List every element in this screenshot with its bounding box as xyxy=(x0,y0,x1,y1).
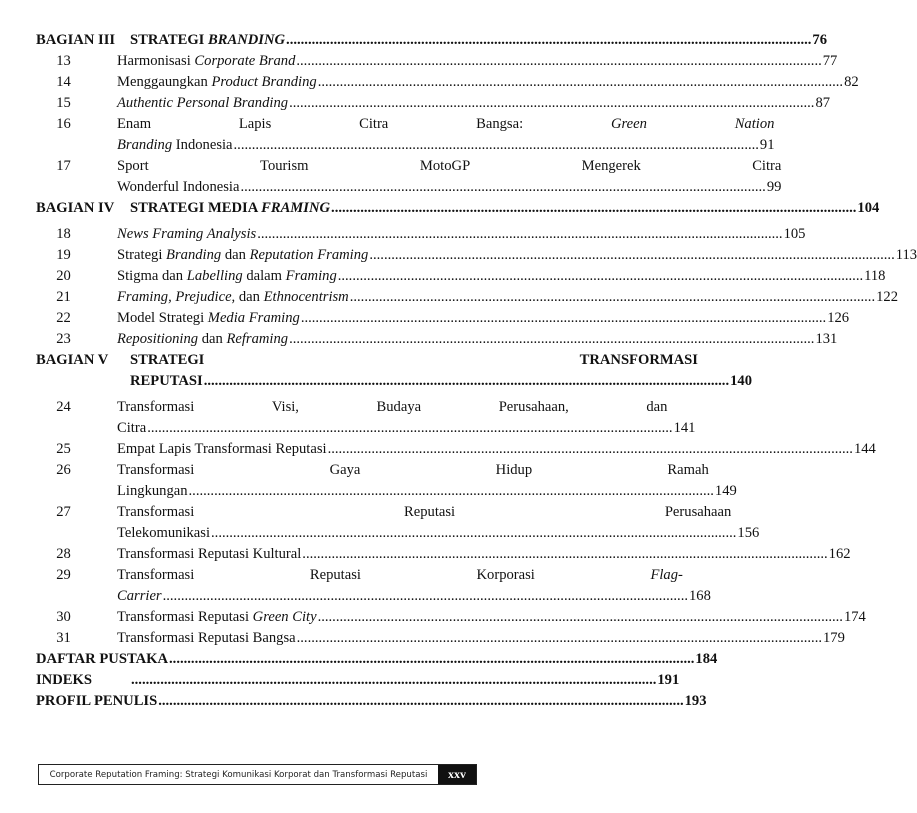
entry-word: Enam xyxy=(117,116,152,132)
entry-word: Ramah xyxy=(667,462,709,478)
leader-dots xyxy=(338,266,863,287)
part-label: BAGIAN V xyxy=(36,352,109,368)
entry-title-italic: Corporate Brand xyxy=(194,53,296,69)
leader-dots xyxy=(302,544,827,565)
entry-word-italic: Flag- xyxy=(650,567,683,583)
entry-title: dan xyxy=(198,331,227,347)
entry-word: Lapis xyxy=(238,116,272,132)
chapter-number: 23 xyxy=(56,331,71,347)
toc-entry-31[interactable] xyxy=(36,628,845,649)
page-number: 140 xyxy=(730,373,752,389)
page-number: 149 xyxy=(714,483,737,499)
part-label: INDEKS xyxy=(36,672,92,688)
entry-word: Bangsa: xyxy=(476,116,524,132)
toc-entry-25[interactable] xyxy=(36,439,876,460)
leader-dots xyxy=(297,628,822,649)
entry-word: Visi, xyxy=(271,399,299,415)
entry-title-italic: Carrier xyxy=(117,588,162,604)
entry-word: Reputasi xyxy=(404,504,456,520)
entry-title-italic: Framing, Prejudice, xyxy=(117,289,236,305)
entry-word: dan xyxy=(646,399,668,415)
chapter-number: 19 xyxy=(56,247,71,263)
leader-dots xyxy=(289,93,814,114)
toc-entry-15[interactable] xyxy=(36,93,831,114)
entry-title: Telekomunikasi xyxy=(117,525,211,541)
page-number: 141 xyxy=(673,420,696,436)
part-label: BAGIAN III xyxy=(36,32,116,48)
chapter-number: 26 xyxy=(56,462,71,478)
leader-dots xyxy=(318,72,843,93)
chapter-number: 25 xyxy=(56,441,71,457)
leader-dots xyxy=(289,329,814,350)
leader-dots xyxy=(301,308,826,329)
entry-word-italic: Green xyxy=(610,116,647,132)
chapter-number: 16 xyxy=(56,116,71,132)
entry-word: Transformasi xyxy=(117,399,195,415)
leader-dots xyxy=(296,51,821,72)
leader-dots xyxy=(350,287,875,308)
page-number: 179 xyxy=(823,630,845,646)
entry-word: Korporasi xyxy=(476,567,535,583)
entry-title: Lingkungan xyxy=(117,483,188,499)
entry-word: Citra xyxy=(359,116,389,132)
toc-entry-23[interactable] xyxy=(36,329,838,350)
part-title: PROFIL PENULIS xyxy=(36,693,158,709)
page-number: 105 xyxy=(783,226,806,242)
toc-profil-penulis[interactable] xyxy=(36,691,707,712)
entry-title-italic: Framing xyxy=(285,268,337,284)
toc-part-4[interactable] xyxy=(36,198,880,219)
leader-dots xyxy=(234,135,759,156)
leader-dots xyxy=(131,670,656,691)
chapter-number: 21 xyxy=(56,289,71,305)
toc-entry-18[interactable] xyxy=(36,224,806,245)
entry-word: Mengerek xyxy=(581,158,641,174)
toc-entry-17[interactable] xyxy=(36,156,782,198)
page-number: 104 xyxy=(857,200,880,216)
leader-dots xyxy=(211,523,736,544)
footer-book-title: Corporate Reputation Framing: Strategi Komunikasi Korporat dan Transformasi Reputasi xyxy=(49,769,428,780)
entry-title: Indonesia xyxy=(172,137,233,153)
page-number: 122 xyxy=(876,289,898,305)
page-number: 99 xyxy=(766,179,782,195)
leader-dots xyxy=(169,649,694,670)
page-number: 144 xyxy=(853,441,876,457)
table-of-contents xyxy=(36,30,917,712)
page-number: 76 xyxy=(812,32,828,48)
part-title-italic: FRAMING xyxy=(261,200,331,216)
page-number: 82 xyxy=(844,74,859,90)
entry-word-italic: Nation xyxy=(734,116,775,132)
entry-word: Hidup xyxy=(495,462,533,478)
chapter-number: 27 xyxy=(56,504,71,520)
toc-entry-28[interactable] xyxy=(36,544,851,565)
entry-word: Citra xyxy=(752,158,782,174)
entry-title: Empat Lapis Transformasi Reputasi xyxy=(117,441,327,457)
part-title: STRATEGI xyxy=(130,32,208,48)
entry-title: dalam xyxy=(242,268,286,284)
part-title: STRATEGI MEDIA xyxy=(130,200,262,216)
chapter-number: 17 xyxy=(56,158,71,174)
entry-title-italic: Reframing xyxy=(226,331,289,347)
entry-word: Perusahaan xyxy=(664,504,732,520)
toc-entry-20[interactable] xyxy=(36,266,886,287)
toc-entry-22[interactable] xyxy=(36,308,850,329)
part-title: REPUTASI xyxy=(130,373,203,389)
toc-part-5[interactable] xyxy=(36,350,752,392)
toc-indeks[interactable] xyxy=(36,670,680,691)
page-number: 113 xyxy=(895,247,917,263)
chapter-number: 15 xyxy=(56,95,71,111)
leader-dots xyxy=(369,245,894,266)
part-title: DAFTAR PUSTAKA xyxy=(36,651,169,667)
chapter-number: 22 xyxy=(56,310,71,326)
entry-title-italic: Reputation Framing xyxy=(249,247,369,263)
entry-title: dan xyxy=(235,289,264,305)
leader-dots xyxy=(147,418,672,439)
entry-title: Transformasi Reputasi xyxy=(117,609,253,625)
part-title-word: TRANSFORMASI xyxy=(579,352,698,368)
entry-word: MotoGP xyxy=(419,158,471,174)
entry-title: Menggaungkan xyxy=(117,74,212,90)
toc-entry-14[interactable] xyxy=(36,72,859,93)
page-number: 191 xyxy=(657,672,680,688)
leader-dots xyxy=(328,439,853,460)
entry-word: Sport xyxy=(117,158,149,174)
leader-dots xyxy=(240,177,765,198)
toc-entry-30[interactable] xyxy=(36,607,866,628)
entry-title: Harmonisasi xyxy=(117,53,195,69)
entry-title-italic: Product Branding xyxy=(211,74,317,90)
entry-word: Reputasi xyxy=(309,567,361,583)
page-number: 126 xyxy=(827,310,850,326)
entry-word: Transformasi xyxy=(117,567,195,583)
leader-dots xyxy=(286,30,811,51)
entry-title-italic: News Framing Analysis xyxy=(117,226,257,242)
leader-dots xyxy=(318,607,843,628)
page-number: 77 xyxy=(822,53,838,69)
entry-title: Strategi xyxy=(117,247,167,263)
page-number: 184 xyxy=(695,651,718,667)
entry-title-italic: Green City xyxy=(252,609,317,625)
chapter-number: 24 xyxy=(56,399,71,415)
page-number: 193 xyxy=(684,693,707,709)
footer-page-number: xxv xyxy=(438,765,476,784)
chapter-number: 18 xyxy=(56,226,71,242)
entry-title-italic: Labelling xyxy=(186,268,243,284)
page-number: 87 xyxy=(815,95,831,111)
leader-dots xyxy=(331,198,856,219)
entry-title: Transformasi Reputasi Bangsa xyxy=(117,630,296,646)
chapter-number: 30 xyxy=(56,609,71,625)
toc-daftar-pustaka[interactable] xyxy=(36,649,718,670)
toc-entry-27[interactable] xyxy=(36,502,760,544)
chapter-number: 29 xyxy=(56,567,71,583)
entry-title: Stigma dan xyxy=(117,268,187,284)
entry-title: Transformasi Reputasi Kultural xyxy=(117,546,302,562)
chapter-number: 20 xyxy=(56,268,71,284)
entry-title: Citra xyxy=(117,420,147,436)
page-number: 168 xyxy=(688,588,711,604)
chapter-number: 14 xyxy=(56,74,71,90)
page-number: 91 xyxy=(759,137,775,153)
entry-title-italic: Authentic Personal Branding xyxy=(117,95,289,111)
leader-dots xyxy=(163,586,688,607)
chapter-number: 31 xyxy=(56,630,71,646)
page-number: 156 xyxy=(737,525,760,541)
entry-title-italic: Branding xyxy=(166,247,222,263)
toc-entry-29[interactable] xyxy=(36,565,711,607)
entry-title: dan xyxy=(221,247,250,263)
leader-dots xyxy=(204,371,729,392)
chapter-number: 13 xyxy=(56,53,71,69)
entry-word: Perusahaan, xyxy=(498,399,569,415)
part-title-word: STRATEGI xyxy=(130,352,205,368)
toc-entry-21[interactable] xyxy=(36,287,898,308)
entry-word: Budaya xyxy=(376,399,422,415)
entry-title-italic: Media Framing xyxy=(207,310,300,326)
toc-entry-24[interactable] xyxy=(36,397,696,439)
toc-entry-13[interactable] xyxy=(36,51,838,72)
part-label: BAGIAN IV xyxy=(36,200,115,216)
entry-word: Transformasi xyxy=(117,462,195,478)
page-number: 162 xyxy=(828,546,851,562)
page-number: 118 xyxy=(864,268,886,284)
leader-dots xyxy=(158,691,683,712)
toc-entry-19[interactable] xyxy=(36,245,917,266)
leader-dots xyxy=(189,481,714,502)
entry-word: Tourism xyxy=(260,158,309,174)
toc-part-3[interactable] xyxy=(36,30,828,51)
entry-title: Model Strategi xyxy=(117,310,208,326)
entry-word: Gaya xyxy=(329,462,361,478)
entry-word: Transformasi xyxy=(117,504,195,520)
page-footer xyxy=(38,764,477,785)
chapter-number: 28 xyxy=(56,546,71,562)
part-title-italic: BRANDING xyxy=(208,32,286,48)
page-number: 131 xyxy=(815,331,838,347)
leader-dots xyxy=(257,224,782,245)
entry-title-italic: Ethnocentrism xyxy=(263,289,349,305)
entry-title-italic: Branding xyxy=(117,137,173,153)
entry-title: Wonderful Indonesia xyxy=(117,179,240,195)
entry-title-italic: Repositioning xyxy=(117,331,199,347)
page-number: 174 xyxy=(843,609,866,625)
toc-entry-16[interactable] xyxy=(36,114,775,156)
toc-entry-26[interactable] xyxy=(36,460,737,502)
